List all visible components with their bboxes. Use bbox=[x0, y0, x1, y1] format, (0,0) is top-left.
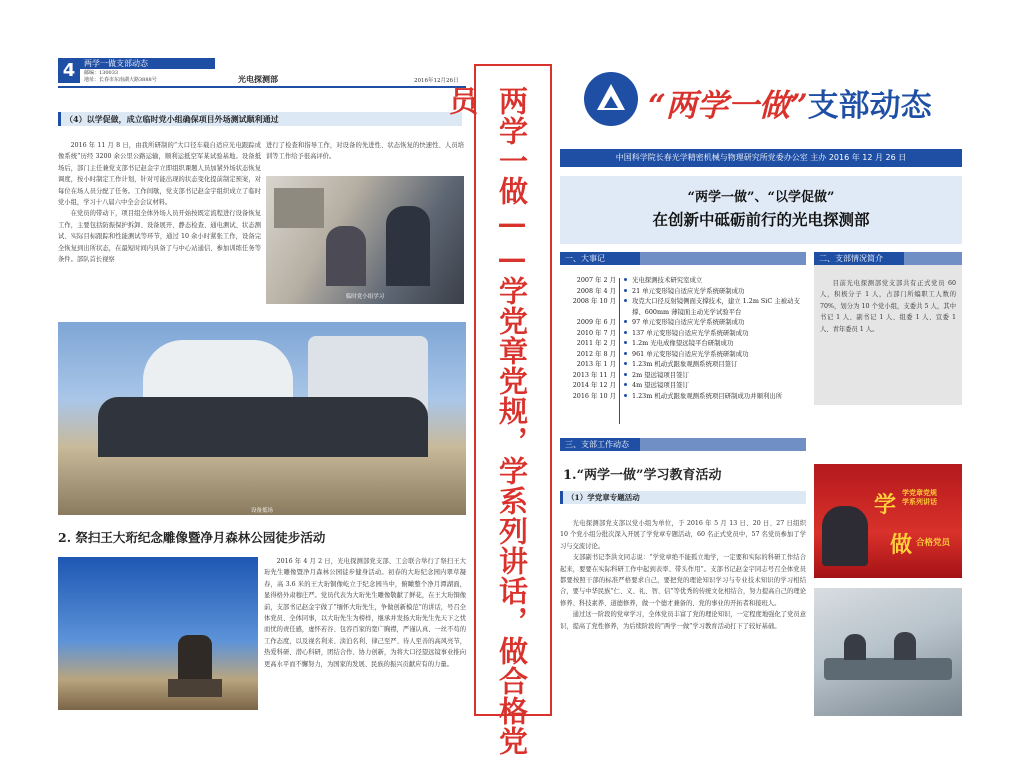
photo-detail bbox=[98, 397, 428, 457]
activity-text bbox=[560, 518, 806, 632]
timeline-date: 2010 年 7 月 bbox=[576, 328, 616, 337]
timeline-event: 97 单元变形镜自适应光学系统研制成功 bbox=[632, 318, 745, 326]
masthead-title: 支部动态 bbox=[807, 88, 932, 124]
issue-date: 2016年12月26日 bbox=[414, 78, 459, 84]
timeline-event: 1.23m 机动式跟象观测系统项目研制成功并顺利出所 bbox=[632, 391, 783, 400]
activity-subhead: （1）学党章专题活动 bbox=[560, 491, 806, 504]
poster-line: 合格党员 bbox=[916, 538, 951, 548]
timeline-event: 2m 望远镜项目签订 bbox=[632, 370, 689, 379]
timeline-date: 2007 年 2 月 bbox=[576, 276, 616, 284]
timeline-row bbox=[564, 296, 804, 317]
timeline-dot-icon bbox=[622, 391, 628, 402]
lead-headline-line2: 在创新中砥砺前行的光电探测部 bbox=[652, 210, 870, 229]
publisher-band: 中国科学院长春光学精密机械与物理研究所党委办公室 主办 2016 年 12 月 26 日 bbox=[560, 149, 962, 167]
branch-intro-text: 目前光电探测部党支部共有正式党员 60 人，积极分子 1 人，占部门所编职工人数的 70%，划分为 10 个党小组，支委共 5 人，其中书记 1 人、副书记 1 人、组委 1 人、宣委 1 人、青年委员 1 人。 bbox=[820, 280, 956, 333]
timeline-event: 137 单元变形镜自适应光学系统研制成功 bbox=[632, 328, 749, 337]
address-block bbox=[84, 70, 157, 84]
section-header-work: 三、支部工作动态 bbox=[560, 438, 640, 451]
article-text-2: 进行了检查和指导工作，对设备的先进性、状态恢复的快速性、人员培训等工作给予很高评价。 bbox=[266, 142, 464, 161]
timeline-row bbox=[564, 338, 804, 349]
team-study-photo bbox=[266, 176, 464, 304]
photo-detail bbox=[274, 188, 324, 228]
lead-headline-line1: “两学一做”、“以学促做” bbox=[687, 190, 835, 205]
column-name: 光电探测部 bbox=[238, 75, 278, 84]
photo-detail bbox=[824, 658, 952, 680]
timeline-row bbox=[564, 359, 804, 370]
poster-big-character: 做 bbox=[890, 532, 913, 558]
photo-detail bbox=[386, 206, 430, 286]
paragraph: 2016 年 4 月 2 日，光电探测部党支部、工会联合举行了祭扫王大珩先生雕像暨净月森林公园徒步健身活动。初春的大珩纪念园内翠草凝春，高 3.6 米的王大珩铜像屹立于纪念园当中，俯瞰整个净月潭湖面，显得格外肃穆庄严。党员代表为大珩先生雕像敬献了鲜花，在王大珩铜像前，支部书记赵金宇做了“缅怀大珩先生，争做创新模范”的讲话，号召全体党员、全体同事，以大珩先生为榜样，继承并发扬大珩先生先天下之忧而忧的责任感，虚怀若谷、包容百家的宽广胸襟，严谨认真、一丝不苟的工作态度，以及视名利来、淡泊名利、律己至严、待人至善的高风亮节，热爱科研、潜心科研，团结合作、协力创新，为将大口径望远镜事业推向更高水平而不懈努力，为国家的发展、民族的振兴贡献应有的力量。 bbox=[264, 558, 466, 668]
timeline-date: 2008 年 4 月 bbox=[576, 286, 616, 295]
timeline-row bbox=[564, 391, 804, 402]
timeline-dot-icon bbox=[622, 296, 628, 317]
timeline-dot-icon bbox=[622, 338, 628, 349]
photo-detail bbox=[178, 635, 212, 681]
timeline-row bbox=[564, 275, 804, 286]
article-text-1 bbox=[58, 140, 261, 265]
section-header-intro: 二、支部情况简介 bbox=[814, 252, 904, 265]
header-rule bbox=[58, 86, 466, 88]
paragraph: 光电探测部党支部以党小组为单位，于 2016 年 5 月 13 日、20 日、27 日组织 10 个党小组分批次深入开展了学党章专题活动，60 名正式党员中，57 名党员参加了学习与交流讨论。 bbox=[560, 520, 806, 550]
photo-caption: 临时党小组学习 bbox=[345, 294, 385, 300]
timeline-row bbox=[564, 328, 804, 339]
timeline-row bbox=[564, 317, 804, 328]
article-2-heading: 2. 祭扫王大珩纪念雕像暨净月森林公园徒步活动 bbox=[58, 530, 326, 545]
photo-caption: 设备抵场 bbox=[250, 508, 273, 514]
timeline-row bbox=[564, 380, 804, 391]
timeline-date: 2013 年 11 月 bbox=[572, 370, 616, 379]
timeline-date: 2014 年 12 月 bbox=[572, 381, 616, 389]
timeline-event: 1.23m 机动式跟象观测系统项目签订 bbox=[632, 360, 738, 368]
subhead-4: （4）以学促做，成立临时党小组确保项目外场测试顺利通过 bbox=[58, 112, 462, 126]
masthead-slogan: “两学一做” bbox=[648, 88, 808, 124]
address: 地址：长春市东南湖大路3888号 bbox=[84, 77, 157, 83]
section-title-bar: 两学一做支部动态 bbox=[80, 58, 215, 69]
timeline-dot-icon bbox=[622, 349, 628, 360]
section-header-bar bbox=[904, 252, 962, 265]
timeline-date: 2008 年 10 月 bbox=[572, 297, 616, 305]
timeline-event: 攻克大口径反射镜侧面支撑技术，建立 1.2m SiC 主被动支撑、600mm 薄镜面主动光学试验平台 bbox=[632, 297, 800, 316]
page-number: 4 bbox=[58, 58, 80, 83]
section-header-events: 一、大事记 bbox=[560, 252, 640, 265]
photo-detail bbox=[168, 679, 222, 697]
timeline-dot-icon bbox=[622, 317, 628, 328]
article-2-text bbox=[264, 556, 466, 670]
timeline-event: 1.2m 光电成像望远镜平台研制成功 bbox=[632, 339, 734, 347]
section-header-bar bbox=[640, 438, 806, 451]
section-header-bar bbox=[640, 252, 806, 265]
timeline-event: 961 单元变形镜自适应光学系统研制成功 bbox=[632, 349, 749, 358]
paragraph: 在党员的带动下，项目组全体外场人员开始按既定流程进行设备恢复工作，主要包括防振保护拆卸、设备展开、静态检查、通电测试、状态测试、实际目标跟踪和性能测试等环节，通过 10 余小时紧张工作，设备完全恢复到出所状态，在最短时间内具备了与中心站通信、参加训练任务等条件。部队首长视察 bbox=[58, 210, 261, 264]
paragraph: 2016 年 11 月 8 日，由我所研制的“大口径车载自适应光电跟踪成像系统”历经 3200 余公里公路运输，顺利运抵空军某试验基地。设备抵场后，部门主任兼党支部书记赵金宇立即组织课题人员加紧外场状态恢复调度，按小时制定工作计划，针对可能出现的状态变化提前制定预案，对每位在场人员分配了任务。工作间歇，党支部书记赵金宇组织成立了临时党小组，学习十八届六中全会会议材料。 bbox=[58, 142, 261, 207]
timeline-date: 2009 年 6 月 bbox=[576, 318, 616, 326]
timeline-dot-icon bbox=[622, 359, 628, 370]
masthead bbox=[648, 80, 932, 125]
timeline-date: 2012 年 8 月 bbox=[576, 349, 616, 358]
poster-lines bbox=[902, 488, 937, 506]
postcode: 邮编：130033 bbox=[84, 70, 119, 76]
timeline-dot-icon bbox=[622, 275, 628, 286]
poster-line: 学系列讲话 bbox=[902, 497, 937, 506]
vertical-title: 两学一做——学党章党规，学系列讲话，做合格党员 bbox=[445, 86, 529, 756]
timeline-dot-icon bbox=[622, 328, 628, 339]
equipment-group-photo bbox=[58, 322, 466, 515]
timeline-date: 2011 年 2 月 bbox=[576, 339, 616, 347]
statue-photo bbox=[58, 557, 258, 710]
timeline bbox=[564, 275, 804, 401]
paragraph: 通过这一阶段的党章学习，全体党员丰富了党的理论知识，一定程度地强化了党员意识，提高了党性修养，为后续阶段的“两学一做”学习教育活动打下了较好基础。 bbox=[560, 611, 806, 630]
timeline-dot-icon bbox=[622, 286, 628, 297]
poster-big-character: 学 bbox=[874, 492, 897, 518]
campaign-poster bbox=[814, 464, 962, 578]
timeline-dot-icon bbox=[622, 370, 628, 381]
timeline-event: 4m 望远镜项目签订 bbox=[632, 381, 689, 389]
photo-detail bbox=[894, 632, 916, 660]
photo-detail bbox=[844, 634, 866, 660]
activity-heading: 1.“两学一做”学习教育活动 bbox=[563, 468, 722, 483]
timeline-row bbox=[564, 370, 804, 381]
meeting-photo bbox=[814, 588, 962, 716]
timeline-row bbox=[564, 286, 804, 297]
timeline-dot-icon bbox=[622, 380, 628, 391]
photo-detail bbox=[822, 506, 868, 566]
timeline-date: 2013 年 1 月 bbox=[576, 360, 616, 368]
photo-detail bbox=[326, 226, 366, 286]
timeline-date: 2016 年 10 月 bbox=[572, 391, 616, 400]
poster-line: 学党章党规 bbox=[902, 488, 937, 497]
timeline-event: 21 单元变形镜自适应光学系统研制成功 bbox=[632, 286, 745, 295]
timeline-row bbox=[564, 349, 804, 360]
timeline-event: 光电探测技术研究室成立 bbox=[632, 276, 703, 284]
logo-inner-triangle-icon bbox=[604, 96, 618, 108]
paragraph: 支部副书记李洪文同志说：“学党章绝不能孤立地学，一定要和实际的科研工作结合起来，要要在实际科研工作中起到表率、带头作用”。支部书记赵金宇同志号召全体党员都要按照干部的标准严格要求自己，要把党的理论知识学习与专业技术知识的学习相结合，要与中华民族“仁、义、礼、智、信”等优秀的传统文化相结合，努力提高自己的理论修养、科技素养、道德修养，做一个德才兼备的、党的事业的开拓者和接班人。 bbox=[560, 554, 806, 607]
